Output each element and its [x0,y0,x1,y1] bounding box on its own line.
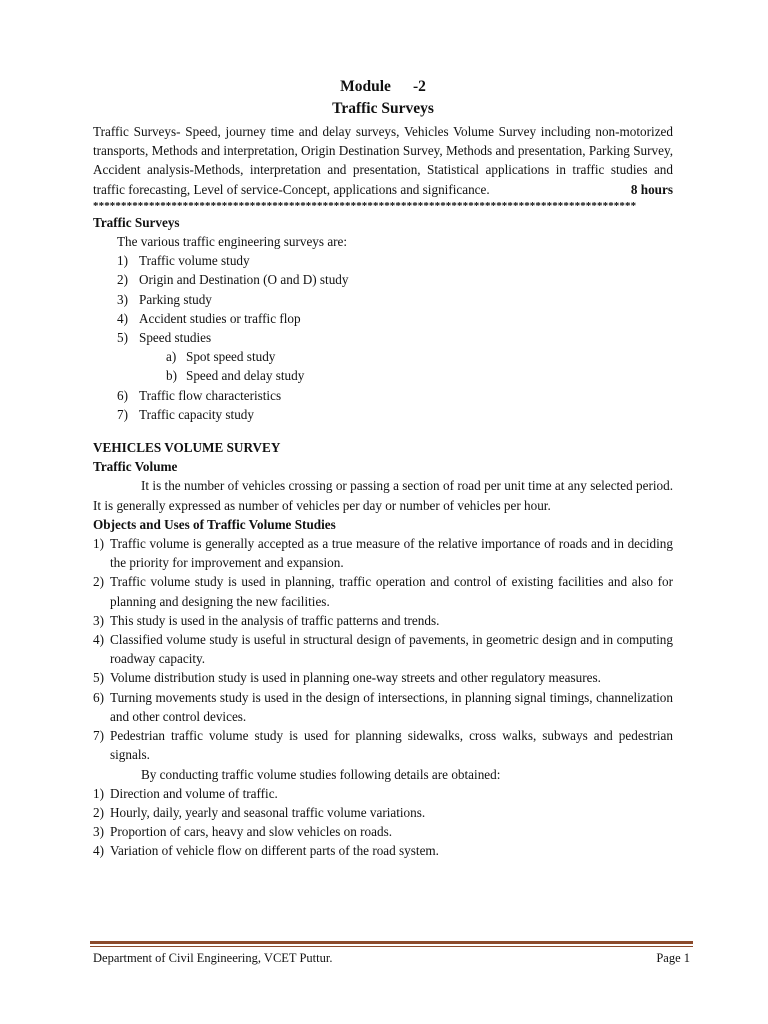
list-item: 6) Traffic flow characteristics [117,387,282,403]
sub-list-item: b) Speed and delay study [166,368,305,384]
details-intro: By conducting traffic volume studies following details are obtained: [141,766,501,782]
list-item: 4) Variation of vehicle flow on different parts of the road system. [93,843,439,859]
list-item: 2) Origin and Destination (O and D) study [117,272,349,288]
traffic-volume-definition: It is the number of vehicles crossing or passing a section of road per unit time at any selected period. It is generally expressed as number of vehicles per day or number of vehicles per hour. [93,478,673,513]
list-item: 5) Speed studies [117,330,212,346]
list-item: 4) Accident studies or traffic flop [117,310,301,326]
footer-divider [90,941,693,947]
list-item: 2) Hourly, daily, yearly and seasonal traffic volume variations. [93,804,426,820]
footer-department: Department of Civil Engineering, VCET Puttur. [93,951,333,965]
list-item: 1) Traffic volume study [117,253,250,269]
details-list [93,784,673,861]
page-title: Traffic Surveys [332,100,434,117]
list-item: 3) Parking study [117,291,212,307]
list-item: 7) Traffic capacity study [117,406,254,422]
list-item: 6) Turning movements study is used in the design of intersections, in planning signal timings, channelization and other control devices. [93,689,673,724]
module-number: -2 [412,78,426,95]
subheading-traffic-volume: Traffic Volume [93,459,178,475]
surveys-list [93,251,673,424]
page-footer [93,950,690,966]
list-item: 3) This study is used in the analysis of traffic patterns and trends. [93,612,440,628]
surveys-intro: The various traffic engineering surveys are: [117,234,348,250]
list-item: 7) Pedestrian traffic volume study is used for planning sidewalks, cross walks, subways and pedestrian signals. [93,728,673,763]
module-title [93,76,673,98]
separator-line: ************************************************************************************************* [93,199,637,212]
document-page [93,76,673,861]
section-heading-volume-survey: VEHICLES VOLUME SURVEY [93,440,281,456]
section-heading-traffic-surveys: Traffic Surveys [93,214,180,230]
list-item: 1) Traffic volume is generally accepted as a true measure of the relative importance of roads and in deciding the priority for improvement and expansion. [93,536,673,571]
syllabus-paragraph [93,122,673,199]
list-item: 2) Traffic volume study is used in planning, traffic operation and control of existing facilities and also for planning and designing the new facilities. [93,574,673,609]
module-label: Module [340,78,391,95]
list-item: 5) Volume distribution study is used in planning one-way streets and other regulatory measures. [93,670,601,686]
subheading-objects-uses: Objects and Uses of Traffic Volume Studies [93,516,336,532]
sub-list-item: a) Spot speed study [166,349,276,365]
footer-page-number: Page 1 [656,951,690,965]
list-item: 4) Classified volume study is useful in structural design of pavements, in geometric design and in computing roadway capacity. [93,632,673,667]
objects-list [93,534,673,764]
syllabus-text: Traffic Surveys- Speed, journey time and delay surveys, Vehicles Volume Survey including non-motorized transports, Methods and interpretation, Origin Destination Survey, Methods and presentation, Parking Survey, Accident analysis-Methods, interpretation and presentation, Statistical applications in traffic studies and traffic forecasting, Level of service-Concept, applications and significance. [93,124,673,197]
syllabus-hours: 8 hours [630,181,673,197]
list-item: 1) Direction and volume of traffic. [93,785,278,801]
list-item: 3) Proportion of cars, heavy and slow vehicles on roads. [93,824,392,840]
